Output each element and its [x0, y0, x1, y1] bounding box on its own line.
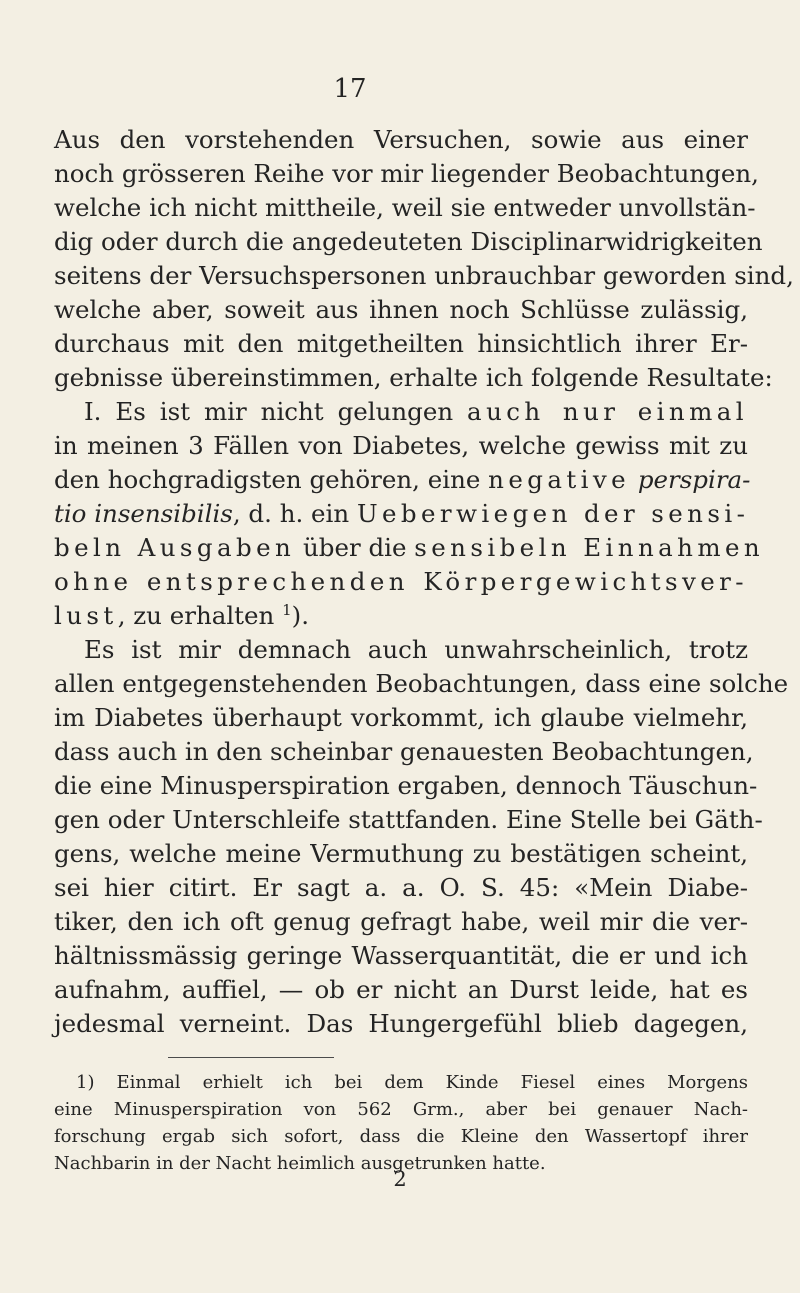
- italic-term: tio insensibilis: [54, 499, 233, 528]
- text-line: welche ich nicht mittheile, weil sie entweder unvollstän-: [54, 193, 756, 222]
- text-line: allen entgegenstehenden Beobachtungen, dass eine solche: [54, 669, 789, 698]
- text-line: dass auch in den scheinbar genauesten Beobachtungen,: [54, 737, 754, 766]
- text-line: hältnissmässig geringe Wasserquantität, die er und ich: [54, 941, 748, 970]
- text-line: durchaus mit den mitgetheilten hinsichtlich ihrer Er-: [54, 329, 748, 358]
- text-line: lust, zu erhalten $^1$).: [54, 600, 309, 630]
- text-line: Aus den vorstehenden Versuchen, sowie aus einer: [54, 125, 748, 154]
- spaced-emphasis: lust: [54, 601, 118, 630]
- text-line: Es ist mir demnach auch unwahrscheinlich, trotz: [84, 635, 748, 664]
- text-line: [54, 565, 748, 599]
- text-line: in meinen 3 Fällen von Diabetes, welche gewiss mit zu: [54, 431, 748, 460]
- text-line: gen oder Unterschleife stattfanden. Eine Stelle bei Gäth-: [54, 805, 763, 834]
- text-line: dig oder durch die angedeuteten Disciplinarwidrigkeiten: [54, 227, 763, 256]
- footnote-line: Nachbarin in der Nacht heimlich ausgetrunken hatte.: [54, 1153, 546, 1174]
- text-line: die eine Minusperspiration ergaben, dennoch Täuschun-: [54, 771, 758, 800]
- footnote-line: eine Minusperspiration von 562 Grm., aber bei genauer Nach-: [54, 1099, 748, 1120]
- text-line: beln Ausgaben über die sensibeln Einnahmen: [54, 533, 765, 562]
- text-line: den hochgradigsten gehören, eine negative perspira-: [54, 465, 751, 494]
- text-line: welche aber, soweit aus ihnen noch Schlüsse zulässig,: [54, 295, 748, 324]
- spaced-emphasis: ohne entsprechenden Körpergewichtsver-: [54, 567, 748, 596]
- text-line: sei hier citirt. Er sagt a. a. O. S. 45: «Mein Diabe-: [54, 873, 748, 902]
- spaced-emphasis: auch nur einmal: [467, 397, 749, 426]
- footnote-line: 1) Einmal erhielt ich bei dem Kinde Fiesel eines Morgens: [76, 1072, 748, 1093]
- text-line: gebnisse übereinstimmen, erhalte ich folgende Resultate:: [54, 363, 773, 392]
- text-line: gens, welche meine Vermuthung zu bestätigen scheint,: [54, 839, 748, 868]
- spaced-emphasis: negative: [488, 465, 631, 494]
- spaced-emphasis: Ueberwiegen der sensi-: [356, 499, 750, 528]
- page-number: 17: [333, 74, 367, 104]
- text-line: jedesmal verneint. Das Hungergefühl blieb dagegen,: [54, 1009, 748, 1038]
- italic-term: perspira-: [637, 465, 751, 494]
- footnote-marker: 1: [282, 600, 292, 619]
- text-line: im Diabetes überhaupt vorkommt, ich glaube vielmehr,: [54, 703, 748, 732]
- footnote-line: forschung ergab sich sofort, dass die Kleine den Wassertopf ihrer: [54, 1126, 748, 1147]
- text-line: I. Es ist mir nicht gelungen auch nur einmal: [84, 397, 749, 426]
- text-line: tiker, den ich oft genug gefragt habe, weil mir die ver-: [54, 907, 748, 936]
- signature-mark: 2: [393, 1167, 407, 1191]
- text-line: tio insensibilis, d. h. ein Ueberwiegen der sensi-: [54, 499, 750, 528]
- text-line: seitens der Versuchspersonen unbrauchbar geworden sind,: [54, 261, 794, 290]
- spaced-emphasis: sensibeln Einnahmen: [414, 533, 765, 562]
- text-line: noch grösseren Reihe vor mir liegender Beobachtungen,: [54, 159, 759, 188]
- footnote-rule: [168, 1057, 334, 1058]
- text-line: aufnahm, auffiel, — ob er nicht an Durst leide, hat es: [54, 975, 748, 1004]
- spaced-emphasis: beln Ausgaben: [54, 533, 296, 562]
